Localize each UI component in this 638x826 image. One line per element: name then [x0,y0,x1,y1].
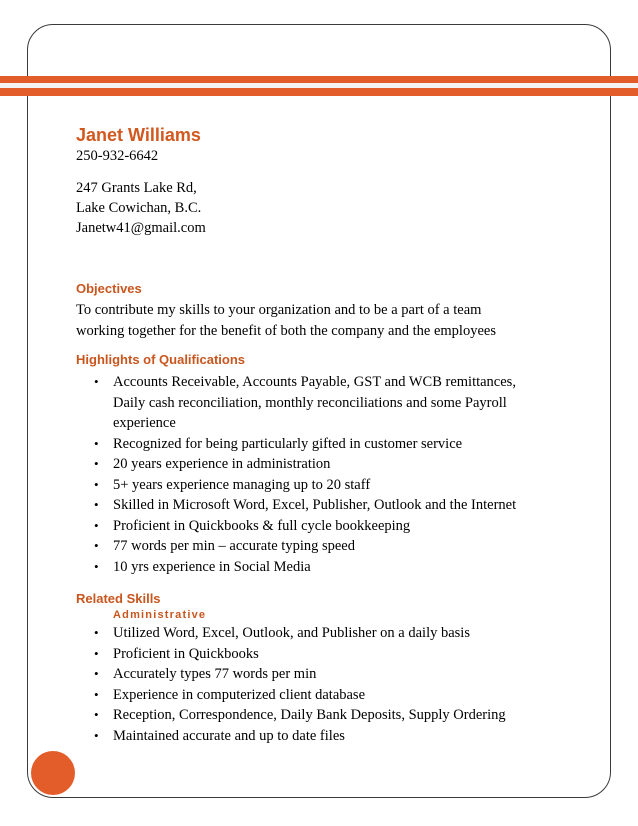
address-line-2: Lake Cowichan, B.C. [76,200,202,216]
list-item: • Recognized for being particularly gifted in customer service [76,434,576,455]
list-item-line: Daily cash reconciliation, monthly reconciliations and some Payroll [113,394,507,411]
decorative-circle [31,751,75,795]
list-item: • 77 words per min – accurate typing speed [76,536,576,557]
objectives-heading: Objectives [76,281,142,296]
highlights-heading: Highlights of Qualifications [76,352,245,367]
highlights-list [76,372,576,577]
list-item: • Accurately types 77 words per min [76,664,576,685]
list-item [76,372,576,434]
list-item-line: experience [113,415,176,431]
header-band-top [0,76,638,83]
resume-content [76,124,576,746]
list-item-line: • Accounts Receivable, Accounts Payable, GST and WCB remittances, [113,374,516,390]
list-item: • Skilled in Microsoft Word, Excel, Publisher, Outlook and the Internet [76,495,576,516]
objectives-line-1: To contribute my skills to your organization and to be a part of a team [76,302,482,318]
applicant-name: Janet Williams [76,125,201,145]
list-item: • 20 years experience in administration [76,454,576,475]
list-item: • Reception, Correspondence, Daily Bank Deposits, Supply Ordering [76,705,576,726]
email-address: Janetw41@gmail.com [76,220,206,236]
related-skills-list [76,623,576,746]
header-band-bottom [0,88,638,96]
related-skills-heading: Related Skills [76,591,161,606]
list-item: • Utilized Word, Excel, Outlook, and Publisher on a daily basis [76,623,576,644]
list-item: • Maintained accurate and up to date files [76,726,576,747]
list-item: • Proficient in Quickbooks [76,644,576,665]
address-line-1: 247 Grants Lake Rd, [76,180,197,196]
list-item: • 10 yrs experience in Social Media [76,557,576,578]
list-item: • Proficient in Quickbooks & full cycle bookkeeping [76,516,576,537]
objectives-line-2: working together for the benefit of both the company and the employees [76,323,496,339]
phone-number: 250-932-6642 [76,148,159,164]
list-item: • 5+ years experience managing up to 20 staff [76,475,576,496]
administrative-subheading: Administrative [113,609,207,621]
list-item: • Experience in computerized client database [76,685,576,706]
